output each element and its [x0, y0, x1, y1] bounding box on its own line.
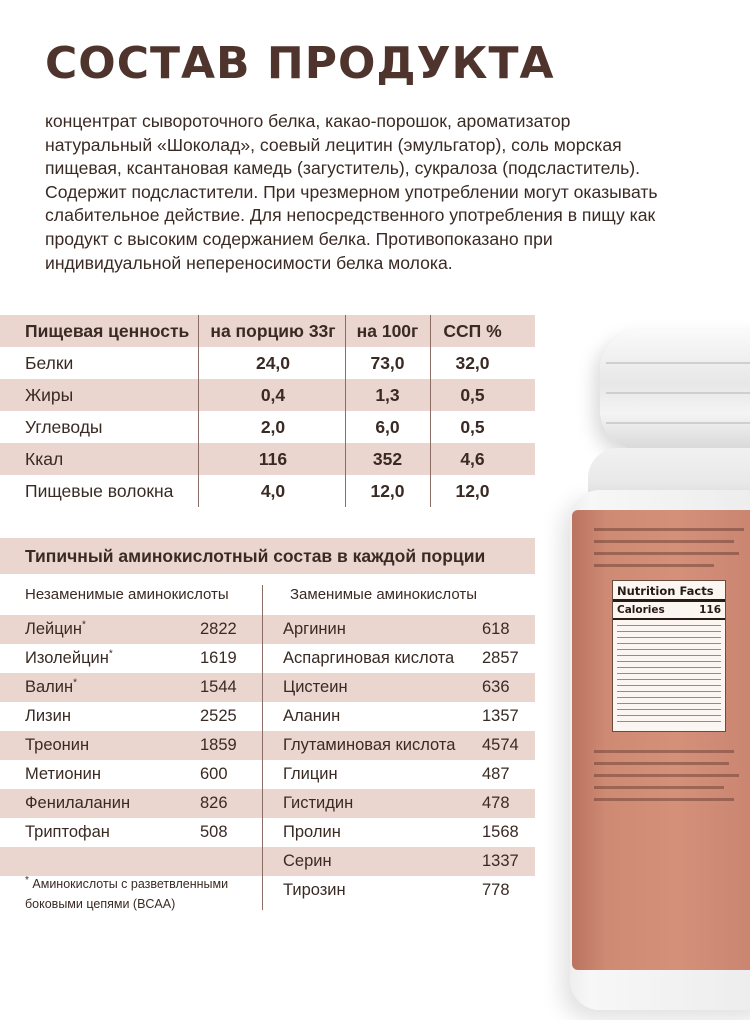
nutrient-name: Жиры	[25, 385, 74, 405]
jar-lid	[600, 330, 750, 450]
table-row	[0, 615, 535, 644]
nutrition-header: на 100г	[356, 321, 419, 341]
amino-name: Валин*	[25, 677, 78, 696]
amino-name: Серин	[283, 852, 332, 870]
table-row	[0, 789, 535, 818]
nutrient-per-portion: 0,4	[260, 385, 286, 405]
composition-line: концентрат сывороточного белка, какао-порошок, ароматизатор	[45, 111, 571, 131]
amino-value: 1357	[482, 707, 519, 725]
amino-value: 2525	[200, 707, 237, 725]
amino-name: Лизин	[25, 707, 71, 725]
composition-line: пищевая, ксантановая камедь (загуститель), сукралоза (подсластитель).	[45, 158, 641, 179]
nutrient-per-portion: 116	[258, 449, 288, 469]
bcaa-footnote: * Аминокислоты с разветвленными боковыми цепями (BCAA)	[25, 874, 229, 911]
amino-value: 4574	[482, 736, 519, 754]
page-title: СОСТАВ ПРОДУКТА	[45, 38, 555, 89]
nutrition-header: Пищевая ценность	[25, 321, 190, 341]
nonessential-header: Заменимые аминокислоты	[290, 586, 478, 603]
composition-line: натуральный «Шоколад», соевый лецитин (эмульгатор), соль морская	[45, 134, 622, 155]
nutrient-per-100g: 12,0	[370, 481, 405, 501]
table-row	[0, 475, 535, 507]
nutrition-facts-panel	[612, 580, 726, 732]
column-divider	[198, 315, 199, 507]
product-jar-image	[560, 300, 750, 1020]
table-row	[0, 411, 535, 443]
nutrition-header: на порцию 33г	[210, 321, 336, 341]
amino-name: Пролин	[283, 823, 341, 841]
amino-name: Аланин	[283, 707, 341, 725]
amino-value: 1859	[200, 736, 237, 754]
nutrient-per-100g: 6,0	[375, 417, 400, 437]
table-row	[0, 443, 535, 475]
amino-value: 1544	[200, 678, 237, 696]
table-row	[0, 673, 535, 702]
bcaa-star: *	[73, 677, 78, 689]
amino-name: Триптофан	[25, 823, 110, 841]
amino-value: 478	[482, 794, 510, 812]
footnote-star: *	[25, 874, 29, 886]
jar-label	[572, 510, 750, 970]
composition-line: слабительное действие. Для непосредственного употребления в пищу как	[45, 205, 656, 226]
nutrient-per-100g: 73,0	[370, 353, 405, 373]
nutrition-header-row	[0, 315, 535, 347]
amino-name: Глутаминовая кислота	[283, 736, 456, 754]
column-divider	[262, 585, 263, 910]
table-row	[0, 847, 535, 876]
bcaa-star: *	[82, 619, 86, 631]
amino-value: 1337	[482, 852, 519, 870]
facts-calories: Calories 116	[613, 602, 725, 620]
amino-name: Лейцин*	[25, 619, 86, 638]
amino-value: 1568	[482, 823, 519, 841]
amino-name: Цистеин	[283, 678, 348, 696]
bcaa-star: *	[108, 648, 113, 660]
amino-name: Аргинин	[283, 620, 346, 638]
nutrient-rda: 32,0	[455, 353, 490, 373]
facts-title: Nutrition Facts	[613, 581, 725, 602]
nutrient-name: Углеводы	[25, 417, 103, 437]
nutrient-rda: 12,0	[455, 481, 490, 501]
nutrient-per-portion: 4,0	[260, 481, 286, 501]
amino-value: 778	[482, 881, 510, 899]
table-row	[0, 731, 535, 760]
nutrient-per-portion: 24,0	[255, 353, 291, 373]
amino-value: 2857	[482, 649, 519, 667]
amino-name: Глицин	[283, 765, 338, 783]
nutrient-per-100g: 352	[372, 449, 403, 469]
amino-name: Аспаргиновая кислота	[283, 649, 455, 667]
nutrient-rda: 0,5	[460, 385, 485, 405]
amino-value: 826	[200, 794, 228, 812]
column-divider	[430, 315, 431, 507]
amino-name: Метионин	[25, 765, 101, 783]
nutrient-rda: 4,6	[460, 449, 485, 469]
nutrient-rda: 0,5	[460, 417, 485, 437]
table-row	[0, 818, 535, 847]
amino-name: Изолейцин*	[25, 648, 113, 667]
amino-section-title: Типичный аминокислотный состав в каждой порции	[0, 538, 535, 574]
amino-value: 2822	[200, 620, 237, 638]
table-row	[0, 347, 535, 379]
table-row	[0, 760, 535, 789]
nutrient-name: Белки	[25, 353, 74, 373]
table-row	[0, 379, 535, 411]
amino-value: 1619	[200, 649, 237, 667]
amino-value: 487	[482, 765, 510, 783]
amino-value: 618	[482, 620, 510, 638]
amino-value: 508	[200, 823, 228, 841]
amino-name: Гистидин	[283, 794, 354, 812]
amino-name: Треонин	[25, 736, 90, 754]
composition-line: Содержит подсластители. При чрезмерном употреблении могут оказывать	[45, 181, 658, 202]
composition-line: индивидуальной непереносимости белка молока.	[45, 252, 453, 273]
amino-name: Тирозин	[283, 881, 346, 899]
table-row	[0, 644, 535, 673]
nutrient-per-portion: 2,0	[260, 417, 286, 437]
nutrition-header: ССП %	[443, 321, 502, 341]
nutrient-per-100g: 1,3	[375, 385, 400, 405]
amino-name: Фенилаланин	[25, 794, 131, 812]
amino-value: 636	[482, 678, 510, 696]
column-divider	[345, 315, 346, 507]
amino-value: 600	[200, 765, 228, 783]
nutrient-name: Ккал	[25, 449, 64, 469]
nutrient-name: Пищевые волокна	[25, 481, 174, 501]
composition-text	[45, 110, 685, 275]
essential-header: Незаменимые аминокислоты	[25, 586, 229, 603]
table-row	[0, 702, 535, 731]
composition-line: продукт с высоким содержанием белка. Противопоказано при	[45, 228, 553, 249]
